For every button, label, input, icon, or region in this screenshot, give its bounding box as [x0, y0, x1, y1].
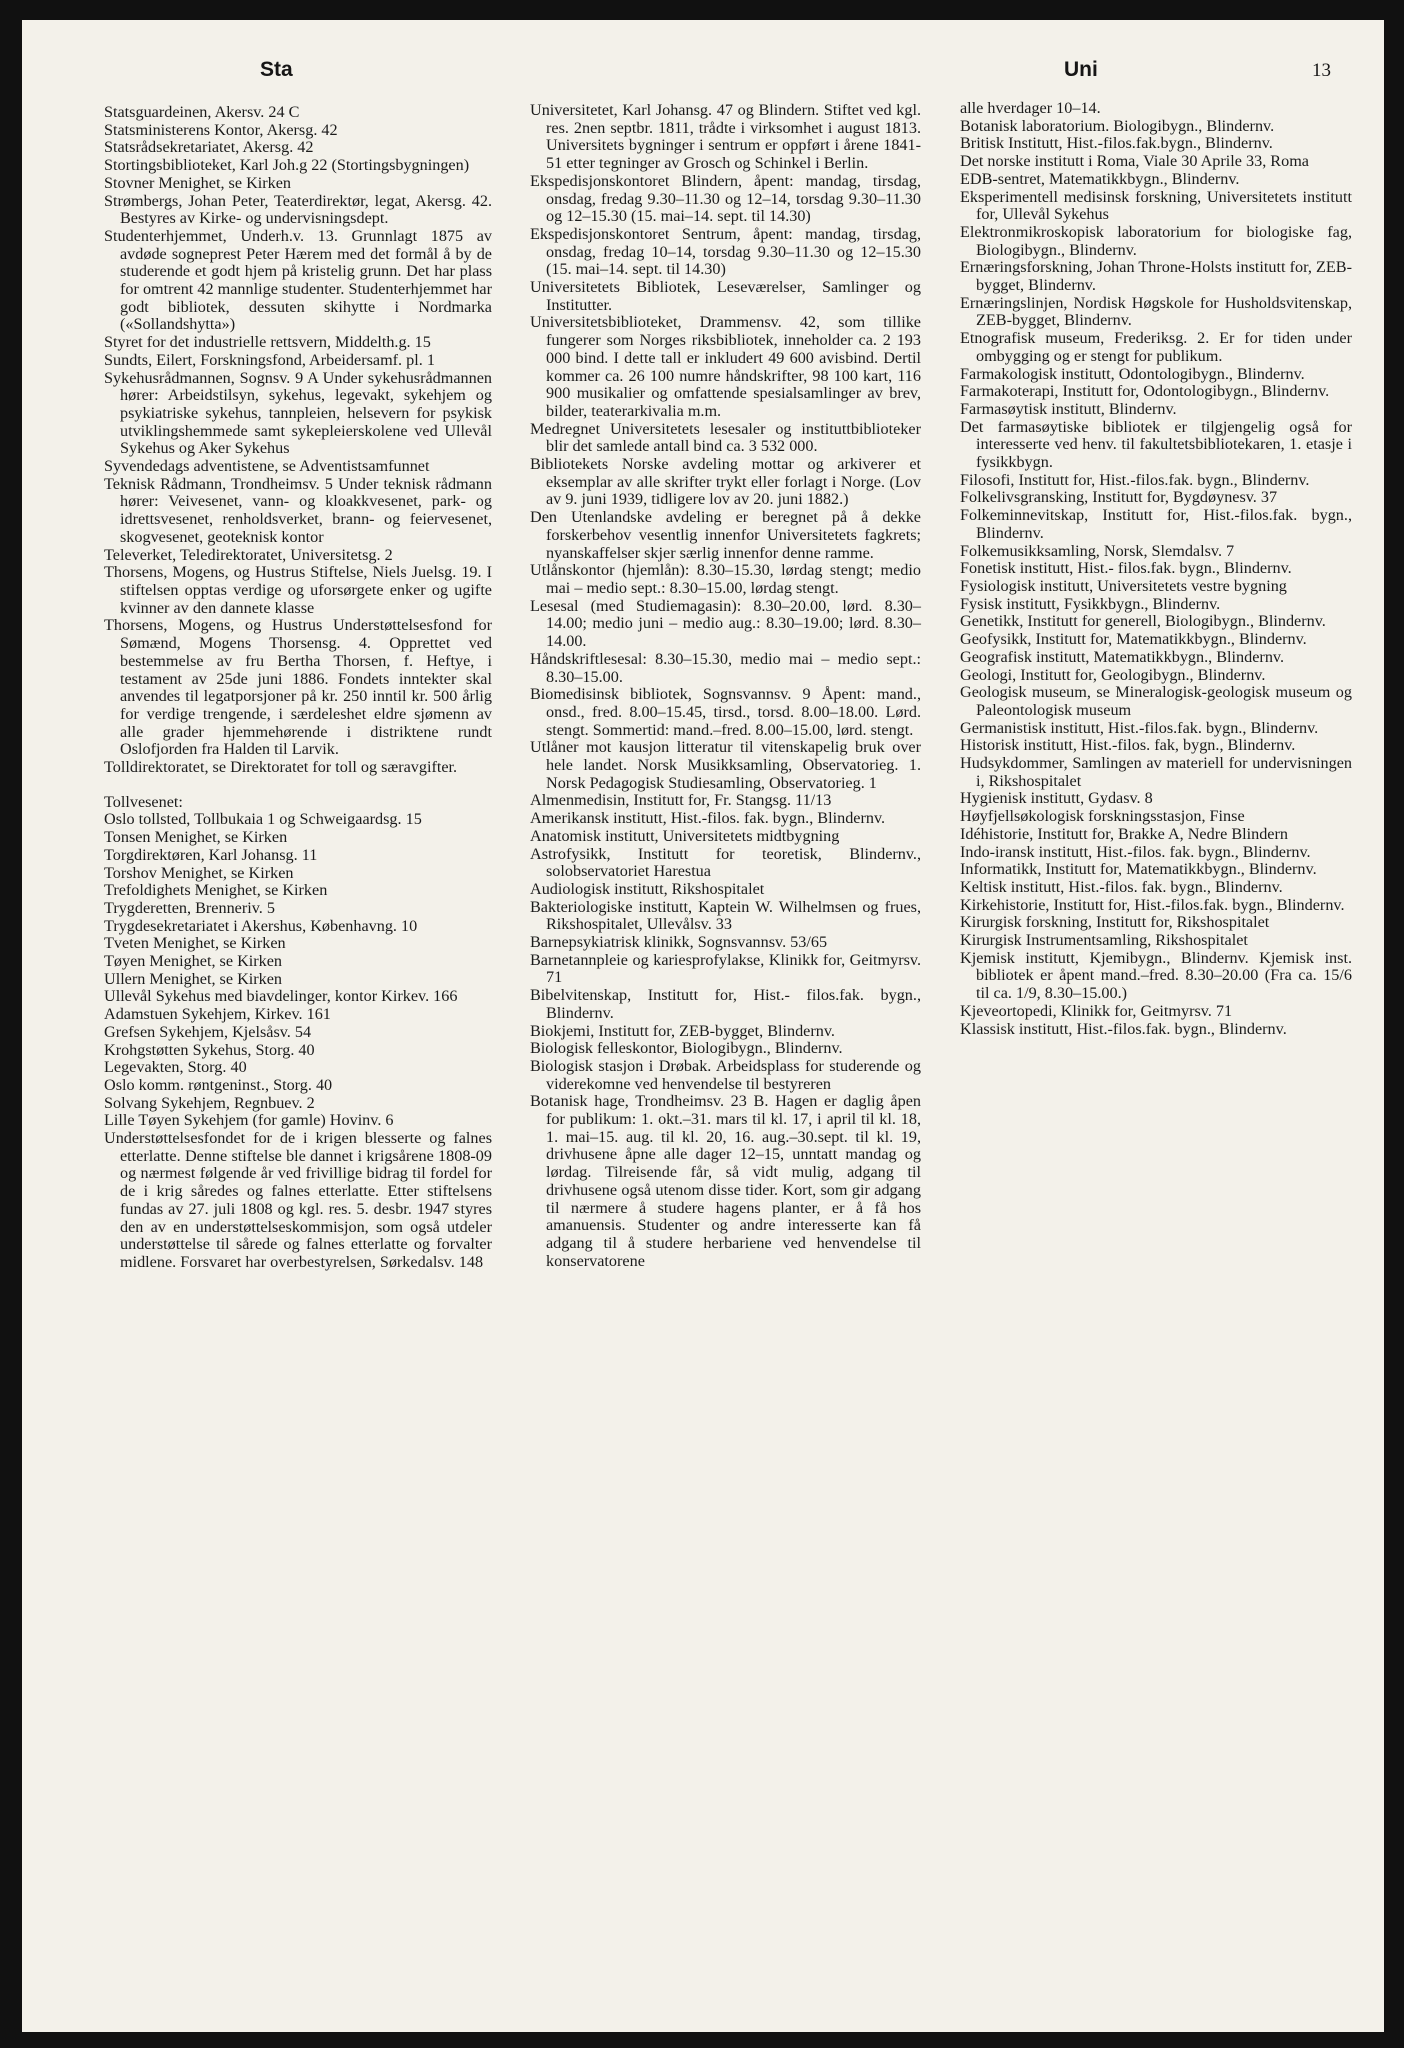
directory-entry: Farmakoterapi, Institutt for, Odontologibygn., Blindernv.: [960, 382, 1330, 401]
directory-entry: Anatomisk institutt, Universitetets midtbygning: [530, 826, 840, 845]
directory-entry: Biomedisinsk bibliotek, Sognsvannsv. 9 Åpent: mand., onsd., fred. 8.00–15.45, tirsd., torsd. 8.00–18.00. Lørd. stengt. Sommertid: mand.–fred. 8.00–15.00, lørd. stengt.: [530, 685, 921, 739]
directory-entry: Utlåner mot kausjon litteratur til vitenskapelig bruk over hele landet. Norsk Musikksamling, Observatorieg. 1. Norsk Pedagogisk Studiesamling, Observatorieg. 1: [530, 738, 921, 792]
directory-entry: alle hverdager 10–14.: [960, 99, 1101, 117]
directory-entry: Botanisk hage, Trondheimsv. 23 B. Hagen er daglig åpen for publikum: 1. okt.–31. mars til kl. 17, i april til kl. 18, 1. mai–15. aug. til kl. 20, 16. aug.–30.sept. til kl. 19, drivhusene åpne alle dager 12–15, unntatt mandag og lørdag. Tilreisende får, så vidt mulig, adgang til drivhusene også utenom disse tider. Kort, som gir adgang til nærmere å studere hagens planter, er å få hos amanuensis. Studenter og andre interesserte kan få adgang til å studere herbariene ved henvendelse til konservatorene: [530, 1092, 921, 1270]
directory-entry: Bibelvitenskap, Institutt for, Hist.- filos.fak. bygn., Blindernv.: [530, 986, 921, 1022]
directory-entry: Idéhistorie, Institutt for, Brakke A, Nedre Blindern: [960, 824, 1288, 843]
directory-entry: Tolldirektoratet, se Direktoratet for toll og særavgifter.: [104, 758, 458, 777]
running-header-left: Sta: [260, 58, 293, 81]
directory-entry: Utlånskontor (hjemlån): 8.30–15.30, lørdag stengt; medio mai – medio sept.: 8.30–15.00, lørdag stengt.: [530, 561, 921, 597]
directory-entry: Farmakologisk institutt, Odontologibygn., Blindernv.: [960, 364, 1305, 383]
directory-entry: Hudsykdommer, Samlingen av materiell for undervisningen i, Rikshospitalet: [960, 754, 1352, 790]
directory-entry: Barnepsykiatrisk klinikk, Sognsvannsv. 53/65: [530, 933, 828, 952]
directory-entry: Thorsens, Mogens, og Hustrus Understøttelsesfond for Sømænd, Mogens Thorsensg. 4. Opprettet ved bestemmelse av fru Bertha Thorsen, f. Heftye, i testament av 25de juni 1886. Fondets inntekter skal anvendes til legatporsjoner på kr. 250 inntil kr. 500 årlig for verdige trengende, i særdeleshet eldre sjømenn av alle grader hjemmehørende i distriktene rundt Oslofjorden fra Halden til Larvik.: [104, 616, 492, 759]
directory-entry: Solvang Sykehjem, Regnbuev. 2: [104, 1093, 315, 1112]
directory-entry: Historisk institutt, Hist.-filos. fak, bygn., Blindernv.: [960, 736, 1296, 755]
directory-entry: Teknisk Rådmann, Trondheimsv. 5 Under teknisk rådmann hører: Veivesenet, vann- og kloakkvesenet, park- og idrettsvesenet, renholdsverket, brann- og feiervesenet, skogvesenet, geoteknisk kontor: [104, 474, 492, 546]
directory-entry: Barnetannpleie og kariesprofylakse, Klinikk for, Geitmyrsv. 71: [530, 950, 921, 987]
text-column-1: [104, 104, 492, 1272]
directory-entry: Farmasøytisk institutt, Blindernv.: [960, 399, 1177, 418]
directory-entry: Folkemusikksamling, Norsk, Slemdalsv. 7: [960, 541, 1235, 560]
directory-entry: Adamstuen Sykehjem, Kirkev. 161: [104, 1005, 331, 1024]
directory-entry: Audiologisk institutt, Rikshospitalet: [530, 879, 765, 898]
directory-entry: Ullevål Sykehus med biavdelinger, kontor Kirkev. 166: [104, 987, 458, 1006]
directory-entry: Høyfjellsøkologisk forskningsstasjon, Finse: [960, 807, 1245, 826]
directory-entry: Styret for det industrielle rettsvern, Middelth.g. 15: [104, 333, 431, 352]
directory-entry: Kirurgisk forskning, Institutt for, Rikshospitalet: [960, 913, 1270, 932]
directory-entry: Filosofi, Institutt for, Hist.-filos.fak. bygn., Blindernv.: [960, 470, 1310, 489]
directory-entry: Ernæringsforskning, Johan Throne-Holsts institutt for, ZEB-bygget, Blindernv.: [960, 258, 1352, 295]
directory-entry: Kjeveortopedi, Klinikk for, Geitmyrsv. 71: [960, 1001, 1233, 1020]
directory-entry: Germanistisk institutt, Hist.-filos.fak. bygn., Blindernv.: [960, 718, 1319, 737]
directory-entry: Fysiologisk institutt, Universitetets vestre bygning: [960, 576, 1287, 595]
directory-entry: Ekspedisjonskontoret Sentrum, åpent: mandag, tirsdag, onsdag, fredag 10–14, torsdag 9.30–11.30 og 12–15.30 (15. mai–14. sept. til 14.30): [530, 224, 921, 279]
directory-entry: Informatikk, Institutt for, Matematikkbygn., Blindernv.: [960, 860, 1317, 879]
directory-entry: Oslo tollsted, Tollbukaia 1 og Schweigaardsg. 15: [104, 810, 422, 829]
directory-entry: Torgdirektøren, Karl Johansg. 11: [104, 845, 318, 864]
directory-entry: Oslo komm. røntgeninst., Storg. 40: [104, 1075, 333, 1094]
directory-entry: EDB-sentret, Matematikkbygn., Blindernv.: [960, 169, 1240, 188]
directory-entry: Indo-iransk institutt, Hist.-filos. fak. bygn., Blindernv.: [960, 842, 1311, 861]
text-column-2: [530, 102, 921, 1270]
directory-entry: Astrofysikk, Institutt for teoretisk, Blindernv., solobservatoriet Harestua: [530, 844, 921, 881]
directory-entry: Amerikansk institutt, Hist.-filos. fak. bygn., Blindernv.: [530, 809, 886, 828]
directory-entry: Hygienisk institutt, Gydasv. 8: [960, 789, 1153, 808]
directory-entry: Sundts, Eilert, Forskningsfond, Arbeidersamf. pl. 1: [104, 350, 435, 369]
directory-entry: Botanisk laboratorium. Biologibygn., Blindernv.: [960, 116, 1275, 135]
directory-entry: Trefoldighets Menighet, se Kirken: [104, 881, 328, 900]
directory-entry: Universitetet, Karl Johansg. 47 og Blindern. Stiftet ved kgl. res. 2nen septbr. 1811, trådte i virksomhet i august 1813. Universitets bygninger i sentrum er oppført i årene 1841-51 etter tegninger av Grosch og Schinkel i Berlin.: [530, 101, 921, 173]
directory-entry: Det norske institutt i Roma, Viale 30 Aprile 33, Roma: [960, 152, 1309, 171]
directory-entry: Biokjemi, Institutt for, ZEB-bygget, Blindernv.: [530, 1021, 835, 1040]
directory-entry: Syvendedags adventistene, se Adventistsamfunnet: [104, 457, 430, 476]
directory-entry: Håndskriftlesesal: 8.30–15.30, medio mai – medio sept.: 8.30–15.00.: [530, 649, 921, 686]
directory-entry: Klassisk institutt, Hist.-filos.fak. bygn., Blindernv.: [960, 1019, 1287, 1038]
page-number: 13: [1312, 60, 1331, 81]
directory-entry: Televerket, Teledirektoratet, Universitetsg. 2: [104, 545, 393, 564]
directory-entry: Medregnet Universitetets lesesaler og instituttbiblioteker blir det samlede antall bind ca. 3 532 000.: [530, 419, 921, 456]
directory-entry: Ullern Menighet, se Kirken: [104, 969, 283, 988]
directory-entry: Keltisk institutt, Hist.-filos. fak. bygn., Blindernv.: [960, 877, 1283, 896]
directory-entry: Fonetisk institutt, Hist.- filos.fak. bygn., Blindernv.: [960, 559, 1292, 578]
directory-entry: Ernæringslinjen, Nordisk Høgskole for Husholdsvitenskap, ZEB-bygget, Blindernv.: [960, 293, 1352, 330]
directory-entry: Eksperimentell medisinsk forskning, Universitetets institutt for, Ullevål Sykehus: [960, 187, 1352, 224]
directory-entry: Trygderetten, Brenneriv. 5: [104, 898, 275, 917]
directory-entry: Etnografisk museum, Frederiksg. 2. Er for tiden under ombygging og er stengt for publikum.: [960, 329, 1352, 365]
directory-entry: Torshov Menighet, se Kirken: [104, 863, 294, 882]
directory-entry: Stovner Menighet, se Kirken: [104, 173, 292, 192]
text-column-3: [960, 100, 1352, 1038]
document-page: [22, 20, 1384, 2032]
directory-entry: Strømbergs, Johan Peter, Teaterdirektør, legat, Akersg. 42. Bestyres av Kirke- og undervisningsdept.: [104, 191, 492, 228]
directory-entry: Tonsen Menighet, se Kirken: [104, 828, 288, 847]
directory-entry: Statsministerens Kontor, Akersg. 42: [104, 120, 338, 139]
directory-entry: Kirurgisk Instrumentsamling, Rikshospitalet: [960, 931, 1248, 950]
directory-entry: Geofysikk, Institutt for, Matematikkbygn., Blindernv.: [960, 630, 1307, 649]
directory-entry: Biologisk stasjon i Drøbak. Arbeidsplass for studerende og viderekomne ved henvendelse til bestyreren: [530, 1056, 921, 1093]
directory-entry: Thorsens, Mogens, og Hustrus Stiftelse, Niels Juelsg. 19. I stiftelsen opptas verdige og uforsørgete enker og ugifte kvinner av den dannete klasse: [104, 563, 492, 617]
directory-entry: Trygdesekretariatet i Akershus, Københavng. 10: [104, 916, 418, 935]
directory-entry: Geografisk institutt, Matematikkbygn., Blindernv.: [960, 647, 1285, 666]
directory-entry: Legevakten, Storg. 40: [104, 1058, 247, 1077]
directory-entry: Almenmedisin, Institutt for, Fr. Stangsg. 11/13: [530, 791, 832, 810]
directory-entry: Bakteriologiske institutt, Kaptein W. Wilhelmsen og frues, Rikshospitalet, Ullevålsv. 33: [530, 897, 921, 934]
directory-entry: Folkelivsgransking, Institutt for, Bygdøynesv. 37: [960, 488, 1278, 507]
directory-entry: Krohgstøtten Sykehus, Storg. 40: [104, 1040, 315, 1059]
directory-entry: Statsguardeinen, Akersv. 24 C: [104, 103, 300, 121]
directory-entry: Genetikk, Institutt for generell, Biologibygn., Blindernv.: [960, 612, 1326, 631]
directory-entry: Tveten Menighet, se Kirken: [104, 934, 286, 953]
directory-entry: Kjemisk institutt, Kjemibygn., Blindernv. Kjemisk inst. bibliotek er åpent mand.–fred. 8.30–20.00 (Fra ca. 15/6 til ca. 1/9, 8.30–15.00.): [960, 948, 1352, 1003]
directory-entry: Universitetets Bibliotek, Leseværelser, Samlinger og Institutter.: [530, 278, 921, 314]
directory-entry: Elektronmikroskopisk laboratorium for biologiske fag, Biologibygn., Blindernv.: [960, 222, 1352, 259]
directory-entry: Understøttelsesfondet for de i krigen blesserte og falnes etterlatte. Denne stiftelse ble dannet i krigsårene 1808-09 og nærmest følgende år ved frivillige bidrag til fordel for de i krig såredes og falnes etterlatte. Etter stiftelsens fundas av 27. juli 1808 og kgl. res. 5. desbr. 1947 styres den av en understøttelseskommisjon, som også utdeler understøttelse til sårede og falnes etterlatte og forvalter midlene. Forsvaret har overbestyrelsen, Sørkedalsv. 148: [104, 1129, 492, 1271]
directory-entry: Kirkehistorie, Institutt for, Hist.-filos.fak. bygn., Blindernv.: [960, 895, 1345, 914]
directory-entry: Folkeminnevitskap, Institutt for, Hist.-filos.fak. bygn., Blindernv.: [960, 506, 1352, 542]
directory-entry: Biologisk felleskontor, Biologibygn., Blindernv.: [530, 1039, 843, 1058]
directory-entry: Lesesal (med Studiemagasin): 8.30–20.00, lørd. 8.30–14.00; medio juni – medio aug.: 8.30–19.00; lørd. 8.30–14.00.: [530, 596, 921, 651]
directory-entry: Studenterhjemmet, Underh.v. 13. Grunnlagt 1875 av avdøde sogneprest Peter Hærem med det formål å by de studerende et godt hjem på kristelig grunn. Det har plass for omtrent 42 mannlige studenter. Studenterhjemmet har godt bibliotek, dessuten skihytte i Nordmarka («Sollandshytta»): [104, 226, 492, 334]
directory-entry: Tøyen Menighet, se Kirken: [104, 952, 283, 971]
directory-entry: Tollvesenet:: [104, 792, 183, 811]
directory-entry: Geologisk museum, se Mineralogisk-geologisk museum og Paleontologisk museum: [960, 683, 1352, 719]
directory-entry: Stortingsbiblioteket, Karl Joh.g 22 (Stortingsbygningen): [104, 156, 470, 175]
directory-entry: Bibliotekets Norske avdeling mottar og arkiverer et eksemplar av alle skrifter trykt eller forlagt i Norge. (Lov av 9. juni 1939, tidligere lov av 20. juni 1882.): [530, 455, 921, 509]
running-header-right: Uni: [1064, 58, 1098, 81]
directory-entry: Den Utenlandske avdeling er beregnet på å dekke forskerbehov vesentlig innenfor Universitetets fagkrets; nyanskaffelser skjer særlig innenfor denne ramme.: [530, 508, 921, 562]
directory-entry: Grefsen Sykehjem, Kjelsåsv. 54: [104, 1022, 312, 1041]
directory-entry: Sykehusrådmannen, Sognsv. 9 A Under sykehusrådmannen hører: Arbeidstilsyn, sykehus, legevakt, sykehjem og psykiatriske sykehus, tannpleien, helsevern for psykisk utviklingshemmede samt sykepleierskolene ved Ullevål Sykehus og Aker Sykehus: [104, 368, 492, 458]
directory-entry: Lille Tøyen Sykehjem (for gamle) Hovinv. 6: [104, 1111, 394, 1130]
directory-entry: Ekspedisjonskontoret Blindern, åpent: mandag, tirsdag, onsdag, fredag 9.30–11.30 og 12–14, torsdag 9.30–11.30 og 12–15.30 (15. mai–14. sept. til 14.30): [530, 171, 921, 226]
directory-entry: Universitetsbiblioteket, Drammensv. 42, som tillike fungerer som Norges riksbibliotek, inneholder ca. 2 193 000 bind. I dette tall er inkludert 49 600 avisbind. Dertil kommer ca. 26 100 numre håndskrifter, 98 100 kart, 116 900 musikalier og omfattende spesialsamlinger av brev, bilder, teaterarkivalia m.m.: [530, 313, 921, 420]
directory-entry: Statsrådsekretariatet, Akersg. 42: [104, 138, 314, 157]
directory-entry: Geologi, Institutt for, Geologibygn., Blindernv.: [960, 665, 1266, 684]
directory-entry: Det farmasøytiske bibliotek er tilgjengelig også for interesserte ved henv. til fakultetsbibliotekaren, 1. etasje i fysikkbygn.: [960, 417, 1352, 472]
directory-entry: Britisk Institutt, Hist.-filos.fak.bygn., Blindernv.: [960, 134, 1273, 153]
directory-entry: Fysisk institutt, Fysikkbygn., Blindernv.: [960, 594, 1221, 613]
